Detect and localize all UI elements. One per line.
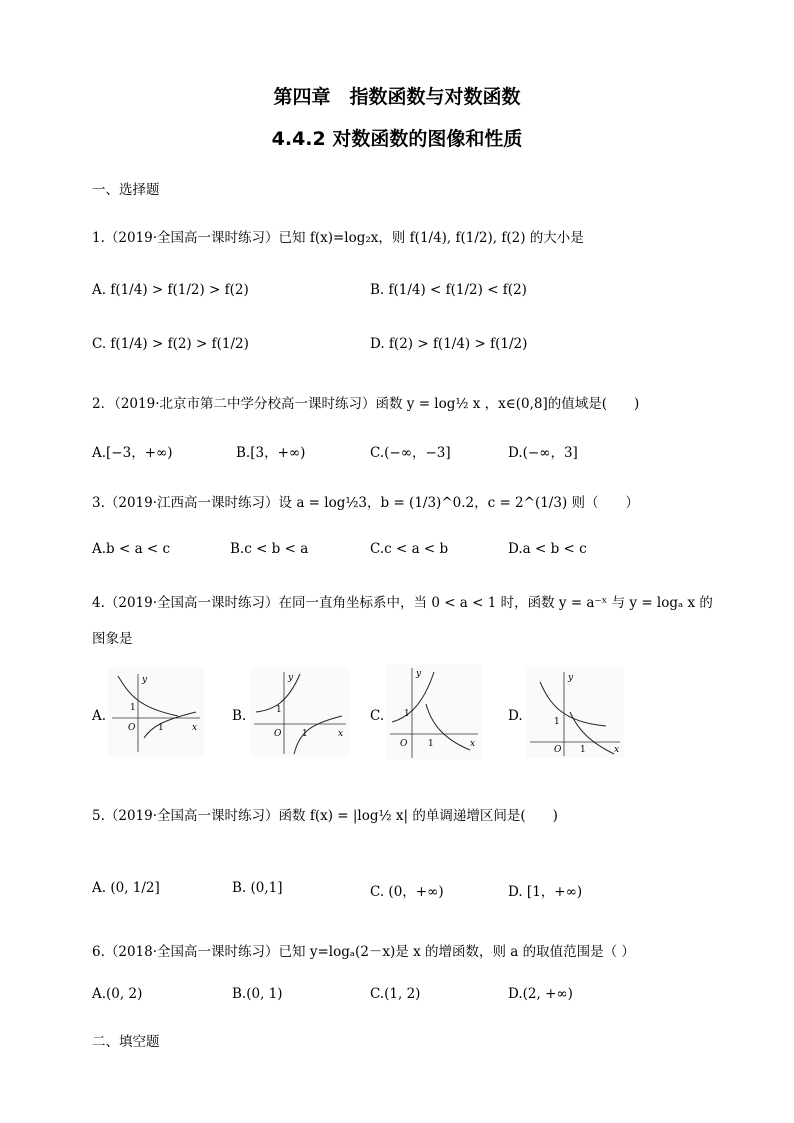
- graph-c-y-label: y: [416, 669, 422, 679]
- question-6-option-d[interactable]: D.(2, +∞): [508, 986, 573, 1002]
- question-2-stem: 2．（2019·北京市第二中学分校高一课时练习）函数 y = log½ x ，x∈(0,8]的值域是( ): [92, 396, 640, 412]
- question-5-stem: 5.（2019·全国高一课时练习）函数 f(x) = |log½ x| 的单调递增区间是( ): [92, 808, 558, 824]
- section-heading-choice: 一、选择题: [92, 182, 160, 198]
- question-6-option-c[interactable]: C.(1, 2): [370, 986, 421, 1002]
- section-heading-fill: 二、填空题: [92, 1034, 160, 1050]
- question-2-option-a[interactable]: A.[−3，+∞): [92, 445, 173, 461]
- graph-a[interactable]: [108, 668, 204, 756]
- question-3-option-c[interactable]: C.c < a < b: [370, 541, 449, 557]
- question-6-option-a[interactable]: A.(0, 2): [92, 986, 143, 1002]
- question-4-option-b[interactable]: B.: [232, 708, 247, 724]
- graph-b-x-label: x: [338, 729, 344, 739]
- question-6-stem: 6.（2018·全国高一课时练习）已知 y=logₐ(2－x)是 x 的增函数，则 a 的取值范围是（ ）: [92, 944, 635, 960]
- question-3-option-d[interactable]: D.a < b < c: [508, 541, 587, 557]
- graph-d-one-y: 1: [554, 717, 560, 727]
- graph-c-one-x: 1: [428, 739, 434, 749]
- question-4-stem: 4.（2019·全国高一课时练习）在同一直角坐标系中，当 0 < a < 1 时，函数 y = a⁻ˣ 与 y = logₐ x 的: [92, 595, 713, 611]
- question-4-option-a[interactable]: A.: [92, 708, 107, 724]
- question-1-stem: 1.（2019·全国高一课时练习）已知 f(x)=log₂x，则 f(1/4), f(1/2), f(2) 的大小是: [92, 230, 584, 246]
- graph-a-origin: O: [128, 723, 136, 733]
- graph-a-y-label: y: [142, 675, 148, 685]
- graph-b-one-y: 1: [276, 705, 282, 715]
- section-title: 4.4.2 对数函数的图像和性质: [271, 128, 523, 150]
- graph-c-origin: O: [400, 739, 408, 749]
- question-1-option-a[interactable]: A. f(1/4) > f(1/2) > f(2): [92, 282, 249, 298]
- graph-b-y-label: y: [288, 673, 294, 683]
- graph-c[interactable]: [386, 664, 482, 760]
- question-5-option-b[interactable]: B. (0,1]: [232, 880, 283, 896]
- chapter-title: 第四章 指数函数与对数函数: [273, 86, 521, 108]
- graph-c-one-y: 1: [404, 709, 410, 719]
- graph-a-x-label: x: [192, 723, 198, 733]
- question-5-option-a[interactable]: A. (0, 1/2]: [92, 880, 160, 896]
- graph-d-one-x: 1: [580, 745, 586, 755]
- question-1-option-b[interactable]: B. f(1/4) < f(1/2) < f(2): [370, 282, 527, 298]
- graph-b[interactable]: [250, 668, 350, 756]
- question-4-stem-line2: 图象是: [92, 631, 133, 647]
- question-3-option-b[interactable]: B.c < b < a: [230, 541, 309, 557]
- question-4-option-c[interactable]: C.: [370, 708, 385, 724]
- graph-a-one-y: 1: [130, 703, 136, 713]
- graph-a-one-x: 1: [158, 723, 164, 733]
- graph-d[interactable]: [526, 668, 624, 758]
- question-6-option-b[interactable]: B.(0, 1): [232, 986, 283, 1002]
- question-2-option-b[interactable]: B.[3，+∞): [236, 445, 306, 461]
- question-2-option-d[interactable]: D.(−∞，3]: [508, 445, 578, 461]
- question-3-stem: 3.（2019·江西高一课时练习）设 a = log½3，b = (1/3)^0.2，c = 2^(1/3) 则（ ）: [92, 495, 640, 511]
- question-5-option-c[interactable]: C. (0，+∞): [370, 884, 444, 900]
- graph-d-y-label: y: [568, 673, 574, 683]
- graph-d-x-label: x: [614, 745, 620, 755]
- question-4-option-d[interactable]: D.: [508, 708, 523, 724]
- question-3-option-a[interactable]: A.b < a < c: [92, 541, 171, 557]
- question-1-option-d[interactable]: D. f(2) > f(1/4) > f(1/2): [370, 336, 528, 352]
- question-5-option-d[interactable]: D. [1，+∞): [508, 884, 583, 900]
- question-1-option-c[interactable]: C. f(1/4) > f(2) > f(1/2): [92, 336, 249, 352]
- graph-b-one-x: 1: [302, 729, 308, 739]
- question-2-option-c[interactable]: C.(−∞，−3]: [370, 445, 451, 461]
- graph-c-x-label: x: [470, 739, 476, 749]
- graph-d-origin: O: [554, 745, 562, 755]
- graph-b-origin: O: [274, 729, 282, 739]
